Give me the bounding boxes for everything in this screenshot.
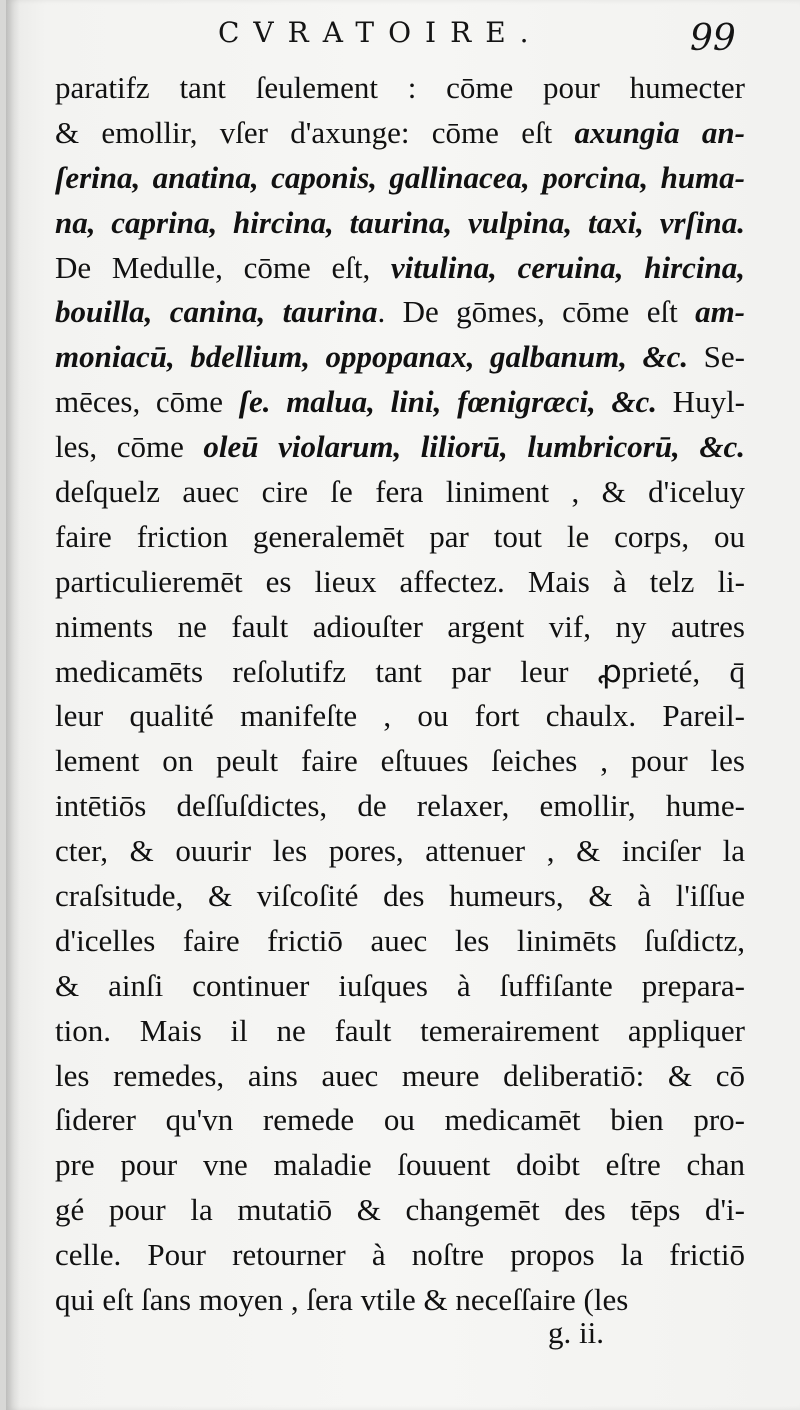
text-line	[55, 964, 745, 1009]
signature-mark: g. ii.	[548, 1315, 604, 1350]
text-line	[55, 739, 745, 784]
text-line	[55, 650, 745, 695]
text-segment: leur qualité manifeſte , ou fort chaulx. Pareil-	[55, 698, 745, 734]
text-segment: medicamēts reſolutifz tant par leur ꝓprieté, q̄	[55, 653, 745, 689]
page-number: 99	[690, 18, 736, 59]
text-line	[55, 694, 745, 739]
text-segment: les, cōme	[55, 429, 204, 465]
italic-segment: na, caprina, hircina, taurina, vulpina, taxi, vrſina.	[55, 204, 745, 240]
text-line	[55, 1233, 745, 1278]
text-segment: Se-	[688, 339, 745, 375]
text-segment: & emollir, vſer d'axunge: cōme eſt	[55, 114, 575, 150]
gutter-shadow	[6, 0, 20, 1410]
italic-segment: oleū violarum, liliorū, lumbricorū, &c.	[203, 429, 745, 465]
text-line	[55, 1278, 745, 1323]
text-line	[55, 1054, 745, 1099]
text-segment: pre pour vne maladie ſouuent doibt eſtre chan	[55, 1147, 745, 1183]
text-segment: gé pour la mutatiō & changemēt des tēps d'i-	[55, 1192, 745, 1228]
text-segment: qui eſt ſans moyen , ſera vtile & neceſſaire (les	[55, 1282, 629, 1318]
italic-segment: ſerina, anatina, caponis, gallinacea, porcina, huma-	[55, 159, 745, 195]
text-line	[55, 919, 745, 964]
text-line	[55, 1188, 745, 1233]
text-segment: les remedes, ains auec meure deliberatiō: & cō	[55, 1057, 745, 1093]
italic-segment: am-	[695, 294, 745, 330]
text-segment: lement on peult faire eſtuues ſeiches , pour les	[55, 743, 745, 779]
text-segment: deſquelz auec cire ſe fera liniment , & d'iceluy	[55, 474, 745, 510]
text-line	[55, 829, 745, 874]
text-line	[55, 156, 745, 201]
text-segment: Huyl-	[657, 384, 746, 420]
text-segment: celle. Pour retourner à noſtre propos la frictiō	[55, 1237, 745, 1273]
text-line	[55, 111, 745, 156]
text-line	[55, 66, 745, 111]
text-line	[55, 515, 745, 560]
text-line	[55, 560, 745, 605]
body-text	[55, 66, 745, 1323]
text-segment: ſiderer qu'vn remede ou medicamēt bien pro-	[55, 1102, 745, 1138]
text-segment: De Medulle, cōme eſt,	[55, 249, 391, 285]
text-segment: faire friction generalemēt par tout le corps, ou	[55, 518, 745, 554]
text-line	[55, 1143, 745, 1188]
text-segment: . De gōmes, cōme eſt	[377, 294, 696, 330]
text-line	[55, 380, 745, 425]
text-line	[55, 1098, 745, 1143]
text-segment: niments ne fault adiouſter argent vif, ny autres	[55, 608, 745, 644]
italic-segment: axungia an-	[574, 114, 745, 150]
text-segment: craſsitude, & viſcoſité des humeurs, & à l'iſſue	[55, 878, 745, 914]
text-line	[55, 246, 745, 291]
text-line	[55, 784, 745, 829]
text-line	[55, 470, 745, 515]
text-line	[55, 290, 745, 335]
text-segment: tion. Mais il ne fault temerairement appliquer	[55, 1012, 745, 1048]
text-line	[55, 874, 745, 919]
running-head: CVRATOIRE.	[218, 16, 543, 49]
text-segment: cter, & ouurir les pores, attenuer , & inciſer la	[55, 833, 745, 869]
text-segment: mēces, cōme	[55, 384, 239, 420]
text-line	[55, 1009, 745, 1054]
text-line	[55, 605, 745, 650]
text-segment: paratifz tant ſeulement : cōme pour humecter	[55, 70, 745, 105]
text-line	[55, 425, 745, 470]
italic-segment: vitulina, ceruina, hircina,	[390, 249, 745, 285]
page-header	[0, 10, 800, 60]
italic-segment: bouilla, canina, taurina	[55, 294, 378, 330]
text-segment: d'icelles faire frictiō auec les linimēts ſuſdictz,	[55, 922, 745, 958]
text-line	[55, 335, 745, 380]
text-segment: & ainſi continuer iuſques à ſuffiſante prepara-	[55, 967, 745, 1003]
italic-segment: moniacū, bdellium, oppopanax, galbanum, &c.	[55, 339, 689, 375]
text-segment: intētiōs deſſuſdictes, de relaxer, emollir, hume-	[55, 788, 745, 824]
italic-segment: ſe. malua, lini, fœnigræci, &c.	[238, 384, 658, 420]
text-line	[55, 201, 745, 246]
text-segment: particulieremēt es lieux affectez. Mais à telz li-	[55, 563, 745, 599]
